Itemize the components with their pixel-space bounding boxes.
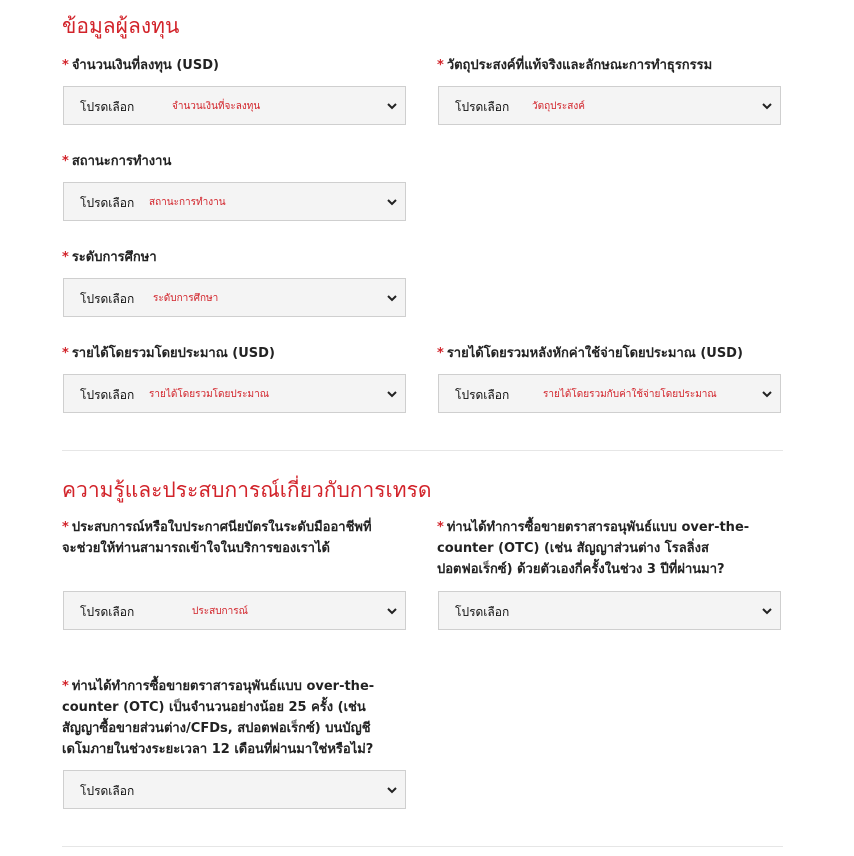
section-divider — [62, 450, 783, 451]
select-hint: รายได้โดยรวมกับค่าใช้จ่ายโดยประมาณ — [543, 389, 717, 400]
select-value: โปรดเลือก — [80, 292, 135, 306]
select-value: โปรดเลือก — [455, 388, 510, 402]
label-otc-3-years: * ท่านได้ทำการซื้อขายตราสารอนุพันธ์แบบ over-the- counter (OTC) (เช่น สัญญาส่วนต่าง โรลลิ่งส ปอตฟอเร็กซ์) ด้วยตัวเองกี่ครั้งในช่วง 3 ปีที่ผ่านมา? — [437, 520, 750, 577]
required-mark: * — [437, 58, 444, 73]
select-education[interactable] — [63, 278, 406, 317]
required-mark: * — [62, 346, 69, 361]
select-hint: ระดับการศึกษา — [153, 293, 219, 304]
section-title-knowledge: ความรู้และประสบการณ์เกี่ยวกับการเทรด — [62, 478, 432, 502]
select-income[interactable] — [63, 374, 406, 413]
select-purpose[interactable] — [438, 86, 781, 125]
select-otc-25-times[interactable] — [63, 770, 406, 809]
required-mark: * — [437, 520, 444, 535]
select-value: โปรดเลือก — [455, 605, 510, 619]
chevron-down-icon — [760, 605, 774, 617]
required-mark: * — [437, 346, 444, 361]
select-investment-amount[interactable] — [63, 86, 406, 125]
select-value: โปรดเลือก — [455, 100, 510, 114]
label-purpose: * วัตถุประสงค์ที่แท้จริงและลักษณะการทำธุรกรรม — [437, 58, 713, 73]
select-value: โปรดเลือก — [80, 388, 135, 402]
select-employment[interactable] — [63, 182, 406, 221]
select-hint: จำนวนเงินที่จะลงทุน — [172, 101, 261, 112]
label-employment: * สถานะการทำงาน — [62, 154, 172, 169]
chevron-down-icon — [385, 100, 399, 112]
label-investment-amount: * จำนวนเงินที่ลงทุน (USD) — [62, 58, 219, 73]
required-mark: * — [62, 520, 69, 535]
section-title-investor-info: ข้อมูลผู้ลงทุน — [62, 14, 180, 38]
label-otc-25-times: * ท่านได้ทำการซื้อขายตราสารอนุพันธ์แบบ over-the- counter (OTC) เป็นจำนวนอย่างน้อย 25 ครั้ง (เช่น สัญญาซื้อขายส่วนต่าง/CFDs, สปอตฟอเร็กซ์) บนบัญชี เดโมภายในช่วงระยะเวลา 12 เดือนที่ผ่านมาใช่หรือไม่? — [62, 679, 375, 757]
section-divider — [62, 846, 783, 847]
select-experience[interactable] — [63, 591, 406, 630]
required-mark: * — [62, 154, 69, 169]
select-value: โปรดเลือก — [80, 100, 135, 114]
required-mark: * — [62, 250, 69, 265]
select-hint: รายได้โดยรวมโดยประมาณ — [149, 389, 269, 400]
select-hint: สถานะการทำงาน — [149, 197, 226, 208]
chevron-down-icon — [760, 100, 774, 112]
label-net-income: * รายได้โดยรวมหลังหักค่าใช้จ่ายโดยประมาณ (USD) — [437, 346, 743, 361]
chevron-down-icon — [385, 196, 399, 208]
label-education: * ระดับการศึกษา — [62, 250, 157, 265]
select-hint: ประสบการณ์ — [192, 606, 248, 617]
select-value: โปรดเลือก — [80, 605, 135, 619]
chevron-down-icon — [385, 605, 399, 617]
label-income: * รายได้โดยรวมโดยประมาณ (USD) — [62, 346, 275, 361]
chevron-down-icon — [385, 784, 399, 796]
required-mark: * — [62, 679, 69, 694]
label-experience: * ประสบการณ์หรือใบประกาศนียบัตรในระดับมืออาชีพที่ จะช่วยให้ท่านสามารถเข้าใจในบริการของเราได้ — [62, 520, 372, 556]
select-value: โปรดเลือก — [80, 196, 135, 210]
chevron-down-icon — [385, 388, 399, 400]
chevron-down-icon — [760, 388, 774, 400]
chevron-down-icon — [385, 292, 399, 304]
required-mark: * — [62, 58, 69, 73]
select-hint: วัตถุประสงค์ — [532, 101, 585, 112]
select-value: โปรดเลือก — [80, 784, 135, 798]
select-net-income[interactable] — [438, 374, 781, 413]
select-otc-3-years[interactable] — [438, 591, 781, 630]
